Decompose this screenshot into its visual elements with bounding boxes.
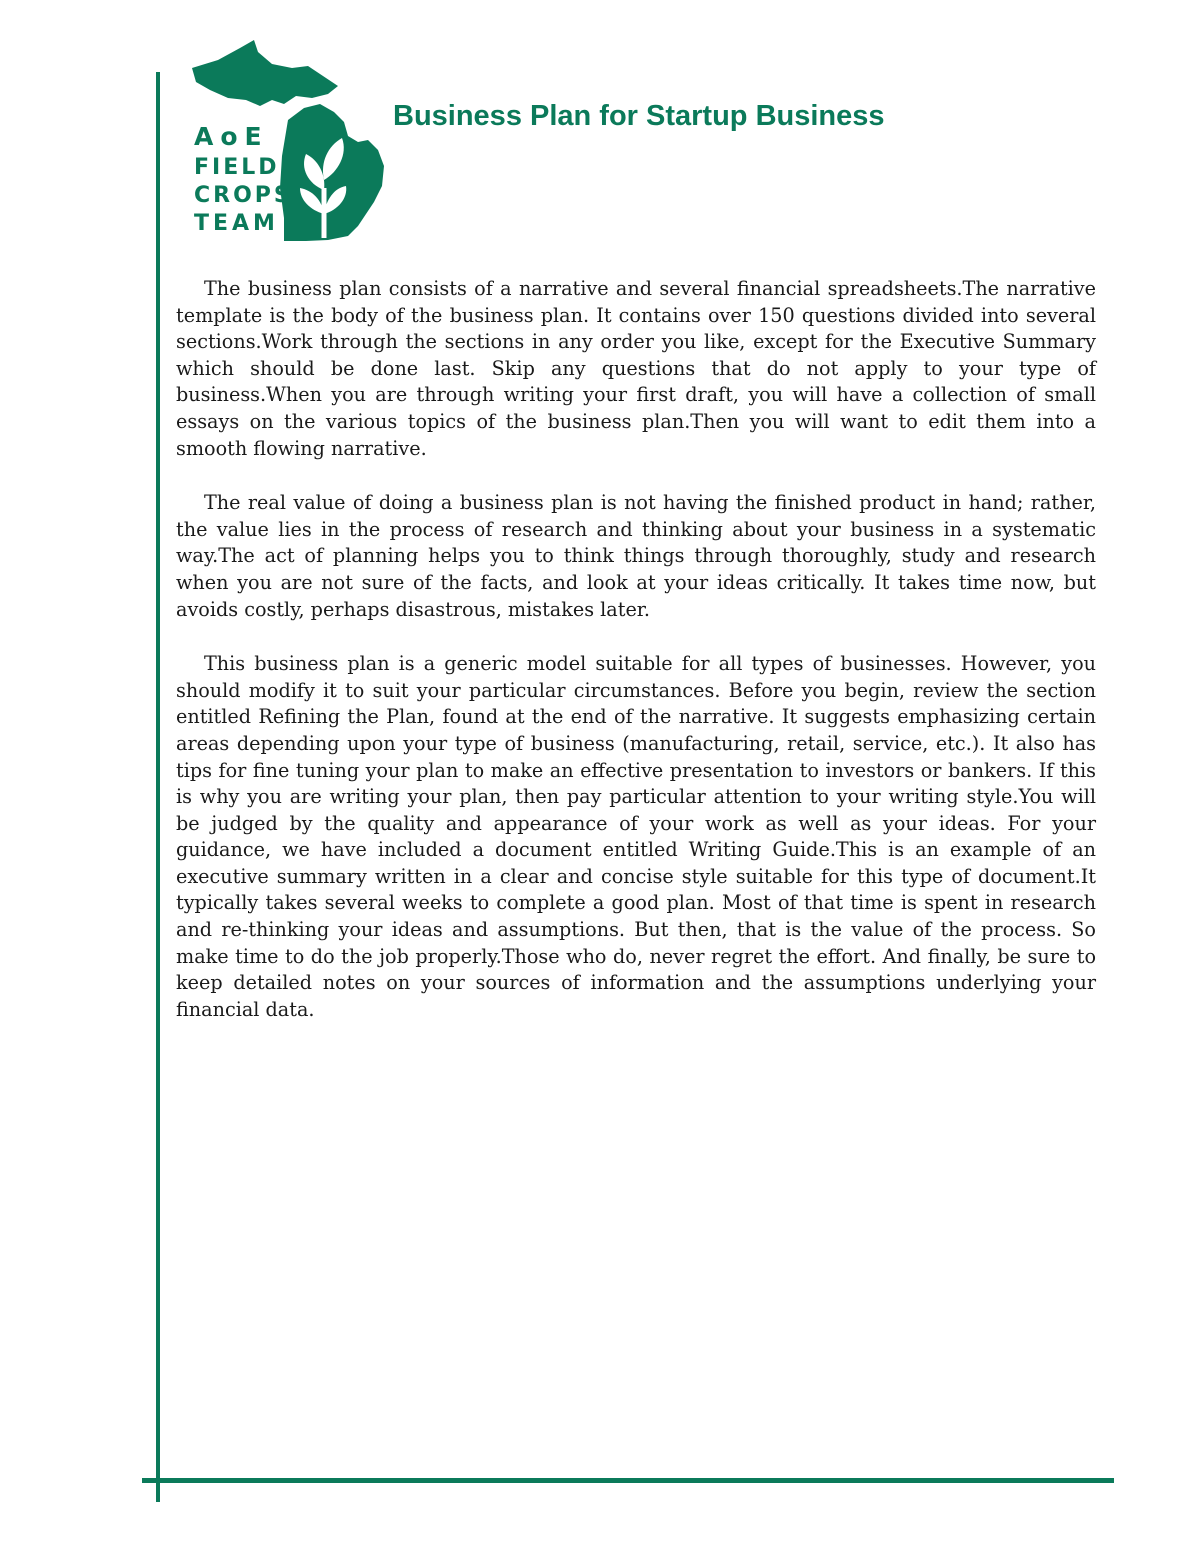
paragraph-3: This business plan is a generic model suitable for all types of businesses. However, you should modify it to suit your particular circumstances. Before you begin, review the section entitled Refining the Plan, found at the end of the narrative. It suggests emphasizing certain areas depending upon your type of business (manufacturing, retail, service, etc.). It also has tips for fine tuning your plan to make an effective presentation to investors or bankers. If this is why you are writing your plan, then pay particular attention to your writing style.You will be judged by the quality and appearance of your work as well as your ideas. For your guidance, we have included a document entitled Writing Guide.This is an example of an executive summary written in a clear and concise style suitable for this type of document.It typically takes several weeks to complete a good plan. Most of that time is spent in research and re-thinking your ideas and assumptions. But then, that is the value of the process. So make time to do the job properly.Those who do, never regret the effort. And finally, be sure to keep detailed notes on your sources of information and the assumptions underlying your financial data. — [176, 652, 1096, 1021]
logo-text-line-1: AoE — [194, 122, 269, 151]
logo-text-line-4: TEAM — [194, 211, 279, 236]
document-body — [176, 276, 1096, 1051]
bottom-margin-rule — [142, 1478, 1114, 1483]
left-margin-rule — [156, 72, 160, 1502]
aoe-field-crops-team-logo — [188, 38, 388, 244]
paragraph-1: The business plan consists of a narrative and several financial spreadsheets.The narrative template is the body of the business plan. It contains over 150 questions divided into several sections.Work through the sections in any order you like, except for the Executive Summary which should be done last. Skip any questions that do not apply to your type of business.When you are through writing your first draft, you will have a collection of small essays on the various topics of the business plan.Then you will want to edit them into a smooth flowing narrative. — [176, 277, 1096, 460]
logo-text-line-3: CROPS — [194, 183, 293, 208]
paragraph-2: The real value of doing a business plan is not having the finished product in hand; rather, the value lies in the process of research and thinking about your business in a systematic way.The act of planning helps you to think things through thoroughly, study and research when you are not sure of the facts, and look at your ideas critically. It takes time now, but avoids costly, perhaps disastrous, mistakes later. — [176, 491, 1096, 621]
page-title: Business Plan for Startup Business — [393, 100, 885, 132]
logo-text-line-2: FIELD — [194, 155, 280, 180]
